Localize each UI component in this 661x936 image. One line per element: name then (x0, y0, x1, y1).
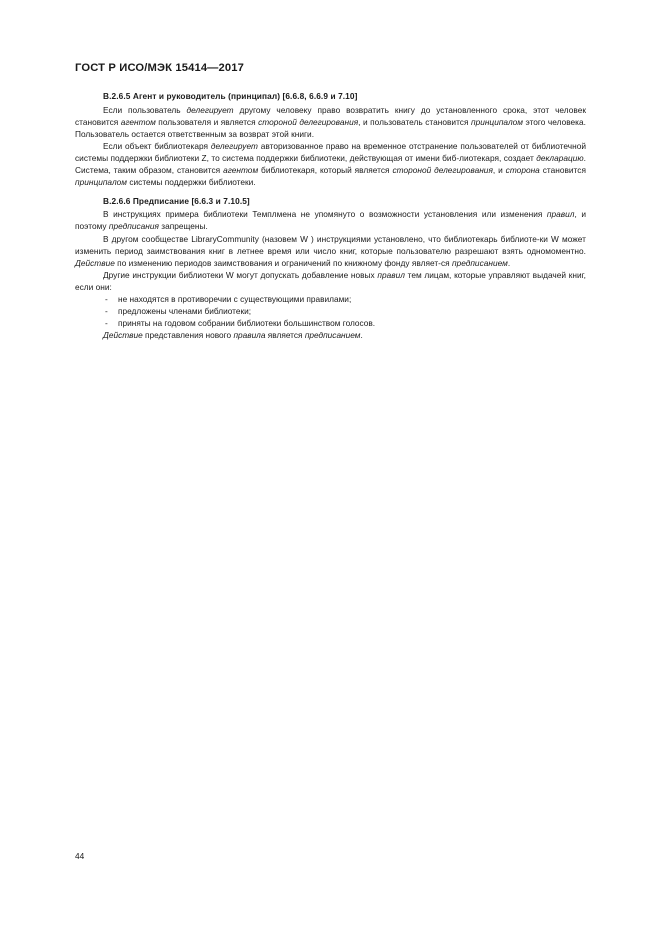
list-item-label: не находятся в противоречии с существующими правилами; (118, 294, 352, 304)
list-dash-icon: - (105, 318, 108, 329)
document-body (75, 90, 586, 341)
page-number: 44 (75, 851, 85, 861)
paragraph-b266-3: Другие инструкции библиотеки W могут допускать добавление новых правил тем лицам, которые управляют выдачей книг, если они: (75, 269, 586, 292)
closing-statement: Действие представления нового правила является предписанием. (103, 330, 363, 341)
list-item-label: приняты на годовом собрании библиотеки большинством голосов. (118, 318, 376, 329)
paragraph-b265-2: Если объект библиотекаря делегирует авторизованное право на временное отстранение пользователей от библиотечной системы поддержки библиотеки Z, то система поддержки библиотеки, действующая от имени биб-лиотекаря, создает декларацию. Система, таким образом, становится агентом библиотекаря, который является стороной делегирования, и сторона становится принципалом системы поддержки библиотеки. (75, 140, 586, 188)
conditions-list (75, 293, 586, 329)
section-heading-b265: B.2.6.5 Агент и руководитель (принципал) [6.6.8, 6.6.9 и 7.10] (103, 91, 358, 101)
list-dash-icon: - (105, 294, 108, 304)
list-dash-icon: - (105, 306, 108, 317)
list-item (75, 305, 586, 317)
section-heading-b266: B.2.6.6 Предписание [6.6.3 и 7.10.5] (103, 195, 250, 206)
list-item (75, 317, 586, 329)
document-standard-header: ГОСТ Р ИСО/МЭК 15414—2017 (75, 62, 245, 74)
list-item (75, 293, 586, 305)
paragraph-b265-1: Если пользователь делегирует другому человеку право возвратить книгу до установленного срока, этот человек становится агентом пользователя и является стороной делегирования, и пользователь становится принципалом этого человека. Пользователь остается ответственным за возврат этой книги. (75, 104, 587, 139)
paragraph-b266-1: В инструкциях примера библиотеки Темплмена не упомянуто о возможности установления или изменения правил, и поэтому предписания запрещены. (75, 209, 586, 232)
paragraph-b266-2: В другом сообществе LibraryCommunity (назовем W ) инструкциями установлено, что библиотекарь библиоте-ки W может изменить период заимствования книг в летнее время или число книг, которые пользователю разрешают взять одномоментно. Действие по изменению периодов заимствования и ограничений по книжному фонду являет-ся предписанием. (75, 233, 586, 268)
list-item-label: предложены членами библиотеки; (118, 306, 252, 317)
